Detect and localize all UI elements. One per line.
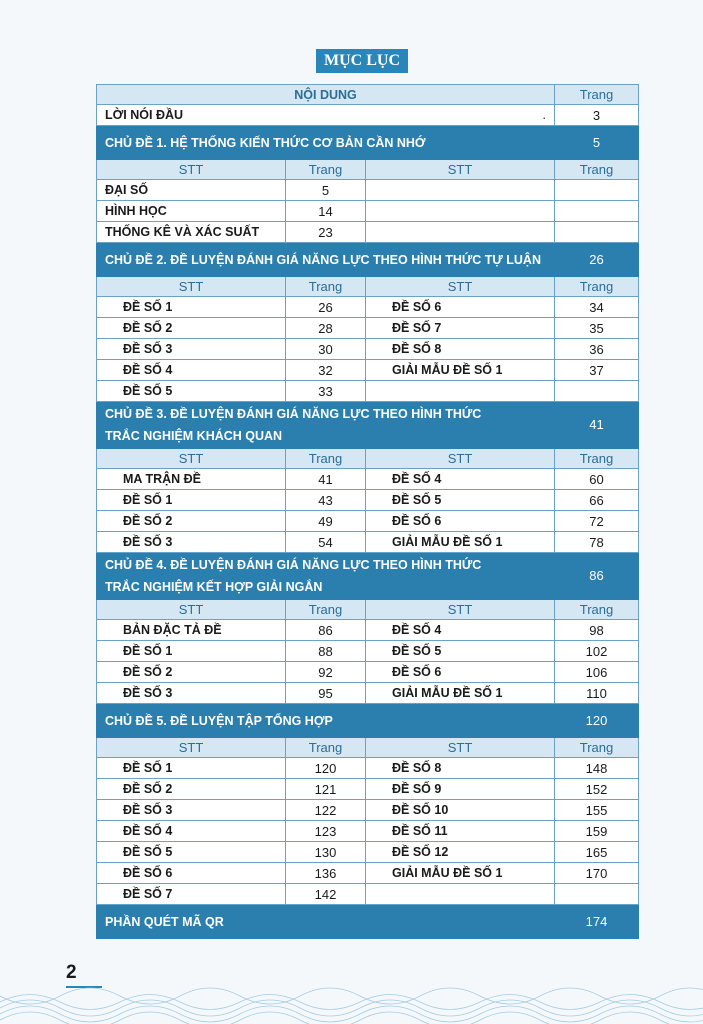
entry-label[interactable]: ĐỀ SỐ 5 (97, 381, 286, 402)
table-of-contents (96, 84, 639, 939)
entry-page: 159 (555, 821, 639, 842)
entry-label[interactable]: ĐỀ SỐ 7 (366, 318, 555, 339)
entry-page: 41 (286, 469, 366, 490)
entry-label[interactable]: ĐỀ SỐ 9 (366, 779, 555, 800)
topic-row-5[interactable] (97, 704, 639, 738)
topic-title: CHỦ ĐỀ 2. ĐỀ LUYỆN ĐÁNH GIÁ NĂNG LỰC THEO HÌNH THỨC TỰ LUẬN (97, 243, 555, 277)
entry-page: 170 (555, 863, 639, 884)
entry-label[interactable]: ĐỀ SỐ 5 (366, 641, 555, 662)
entry-page: 165 (555, 842, 639, 863)
topic-row-2[interactable] (97, 243, 639, 277)
entry-page: 88 (286, 641, 366, 662)
entry-page: 123 (286, 821, 366, 842)
entry-label[interactable]: ĐỀ SỐ 5 (366, 490, 555, 511)
entry-label[interactable]: GIẢI MẪU ĐỀ SỐ 1 (366, 532, 555, 553)
entry-page: 155 (555, 800, 639, 821)
topic-row-1[interactable] (97, 126, 639, 160)
page-header: Trang (286, 738, 366, 758)
stt-header: STT (366, 600, 555, 620)
entry-page: 60 (555, 469, 639, 490)
entry-page: 43 (286, 490, 366, 511)
entry-page (555, 381, 639, 402)
entry-page: 121 (286, 779, 366, 800)
entry-label[interactable]: ĐỀ SỐ 12 (366, 842, 555, 863)
entry-row (97, 641, 639, 662)
entry-label (366, 381, 555, 402)
entry-page: 35 (555, 318, 639, 339)
entry-label[interactable]: ĐỀ SỐ 1 (97, 297, 286, 318)
entry-row (97, 800, 639, 821)
stt-header: STT (97, 600, 286, 620)
entry-page: 34 (555, 297, 639, 318)
entry-page: 32 (286, 360, 366, 381)
entry-label[interactable]: ĐỀ SỐ 1 (97, 758, 286, 779)
entry-label[interactable]: ĐỀ SỐ 8 (366, 339, 555, 360)
qr-section-page: 174 (555, 905, 639, 939)
entry-page (555, 201, 639, 222)
page-header: Trang (555, 738, 639, 758)
entry-label[interactable]: ĐỀ SỐ 2 (97, 511, 286, 532)
entry-page: 5 (286, 180, 366, 201)
entry-row (97, 490, 639, 511)
page-title: MỤC LỤC (316, 49, 408, 73)
stt-header: STT (97, 277, 286, 297)
intro-page: 3 (555, 105, 639, 126)
entry-label[interactable]: ĐỀ SỐ 3 (97, 683, 286, 704)
entry-page (555, 180, 639, 201)
decorative-wave-pattern (0, 982, 703, 1024)
entry-row (97, 180, 639, 201)
topic-page: 86 (555, 553, 639, 600)
topic-row-4[interactable] (97, 553, 639, 600)
stt-header: STT (366, 738, 555, 758)
intro-dot: . (542, 108, 546, 122)
entry-label[interactable]: MA TRẬN ĐỀ (97, 469, 286, 490)
entry-row (97, 297, 639, 318)
entry-label (366, 222, 555, 243)
entry-label[interactable]: ĐỀ SỐ 6 (366, 662, 555, 683)
entry-row (97, 201, 639, 222)
entry-page: 14 (286, 201, 366, 222)
stt-header: STT (366, 277, 555, 297)
entry-row (97, 821, 639, 842)
page-number: 2 (66, 962, 77, 983)
entry-label[interactable]: ĐỀ SỐ 1 (97, 641, 286, 662)
column-header-row (97, 449, 639, 469)
entry-label[interactable]: ĐỀ SỐ 2 (97, 662, 286, 683)
entry-page: 86 (286, 620, 366, 641)
column-header-row (97, 600, 639, 620)
entry-page: 36 (555, 339, 639, 360)
entry-row (97, 620, 639, 641)
topic-title (97, 402, 555, 449)
entry-label[interactable]: ĐỀ SỐ 7 (97, 884, 286, 905)
page-header: Trang (555, 160, 639, 180)
entry-page: 98 (555, 620, 639, 641)
topic-title: CHỦ ĐỀ 5. ĐỀ LUYỆN TẬP TỔNG HỢP (97, 704, 555, 738)
entry-label[interactable]: ĐỀ SỐ 3 (97, 800, 286, 821)
entry-page: 26 (286, 297, 366, 318)
entry-page: 142 (286, 884, 366, 905)
entry-page: 130 (286, 842, 366, 863)
stt-header: STT (97, 738, 286, 758)
topic-title: CHỦ ĐỀ 1. HỆ THỐNG KIẾN THỨC CƠ BẢN CẦN NHỚ (97, 126, 555, 160)
qr-section-label: PHẦN QUÉT MÃ QR (97, 905, 555, 939)
entry-label[interactable]: ĐỀ SỐ 4 (97, 821, 286, 842)
entry-row (97, 884, 639, 905)
entry-page: 136 (286, 863, 366, 884)
entry-page: 148 (555, 758, 639, 779)
entry-page: 92 (286, 662, 366, 683)
topic-page: 5 (555, 126, 639, 160)
stt-header: STT (97, 449, 286, 469)
stt-header: STT (366, 160, 555, 180)
entry-row (97, 381, 639, 402)
entry-label[interactable]: ĐỀ SỐ 3 (97, 532, 286, 553)
entry-label[interactable]: ĐỀ SỐ 10 (366, 800, 555, 821)
topic-page: 120 (555, 704, 639, 738)
entry-label[interactable]: ĐỀ SỐ 4 (97, 360, 286, 381)
entry-page: 66 (555, 490, 639, 511)
topic-title-line-2: TRẮC NGHIỆM KẾT HỢP GIẢI NGẮN (105, 580, 323, 594)
entry-row (97, 532, 639, 553)
stt-header: STT (97, 160, 286, 180)
topic-page: 26 (555, 243, 639, 277)
entry-label[interactable]: ĐỀ SỐ 6 (366, 297, 555, 318)
entry-page: 37 (555, 360, 639, 381)
entry-label[interactable]: ĐỀ SỐ 4 (366, 469, 555, 490)
column-header-row (97, 277, 639, 297)
intro-row[interactable] (97, 105, 639, 126)
entry-row (97, 511, 639, 532)
entry-row (97, 842, 639, 863)
entry-row (97, 469, 639, 490)
entry-row (97, 683, 639, 704)
toc-header-row (97, 85, 639, 105)
entry-label[interactable]: ĐỀ SỐ 1 (97, 490, 286, 511)
topic-title-line-1: CHỦ ĐỀ 4. ĐỀ LUYỆN ĐÁNH GIÁ NĂNG LỰC THEO HÌNH THỨC (105, 558, 482, 572)
entry-row (97, 339, 639, 360)
intro-label: LỜI NÓI ĐẦU . (97, 105, 555, 126)
entry-label[interactable]: ĐỀ SỐ 6 (366, 511, 555, 532)
entry-row (97, 863, 639, 884)
topic-title-line-1: CHỦ ĐỀ 3. ĐỀ LUYỆN ĐÁNH GIÁ NĂNG LỰC THEO HÌNH THỨC (105, 407, 482, 421)
stt-header: STT (366, 449, 555, 469)
page-header: Trang (555, 600, 639, 620)
topic-row-3[interactable] (97, 402, 639, 449)
entry-label[interactable]: BẢN ĐẶC TẢ ĐỀ (97, 620, 286, 641)
page-header: Trang (555, 449, 639, 469)
entry-page: 28 (286, 318, 366, 339)
entry-label[interactable]: ĐỀ SỐ 2 (97, 779, 286, 800)
entry-label (366, 201, 555, 222)
entry-page: 95 (286, 683, 366, 704)
entry-label[interactable]: ĐỀ SỐ 5 (97, 842, 286, 863)
entry-page: 106 (555, 662, 639, 683)
entry-page: 72 (555, 511, 639, 532)
entry-page: 78 (555, 532, 639, 553)
page-header: Trang (286, 600, 366, 620)
entry-label[interactable]: ĐỀ SỐ 3 (97, 339, 286, 360)
entry-page: 30 (286, 339, 366, 360)
entry-label (366, 884, 555, 905)
topic-page: 41 (555, 402, 639, 449)
entry-label[interactable]: ĐỀ SỐ 8 (366, 758, 555, 779)
topic-title-line-2: TRẮC NGHIỆM KHÁCH QUAN (105, 429, 283, 443)
entry-page: 120 (286, 758, 366, 779)
page-header: Trang (286, 277, 366, 297)
entry-label (366, 180, 555, 201)
column-header-row (97, 738, 639, 758)
entry-page: 110 (555, 683, 639, 704)
page-header: Trang (286, 449, 366, 469)
entry-label[interactable]: THỐNG KÊ VÀ XÁC SUẤT (97, 222, 286, 243)
entry-page: 102 (555, 641, 639, 662)
entry-label[interactable]: GIẢI MẪU ĐỀ SỐ 1 (366, 863, 555, 884)
qr-section-row[interactable] (97, 905, 639, 939)
page-header: Trang (555, 85, 639, 105)
entry-page: 122 (286, 800, 366, 821)
entry-label[interactable]: ĐẠI SỐ (97, 180, 286, 201)
entry-label[interactable]: ĐỀ SỐ 11 (366, 821, 555, 842)
entry-label[interactable]: HÌNH HỌC (97, 201, 286, 222)
column-header-row (97, 160, 639, 180)
entry-row (97, 360, 639, 381)
entry-page: 33 (286, 381, 366, 402)
page-header: Trang (555, 277, 639, 297)
entry-row (97, 758, 639, 779)
entry-page: 152 (555, 779, 639, 800)
entry-label[interactable]: GIẢI MẪU ĐỀ SỐ 1 (366, 683, 555, 704)
entry-page (555, 222, 639, 243)
entry-label[interactable]: ĐỀ SỐ 4 (366, 620, 555, 641)
entry-page: 49 (286, 511, 366, 532)
entry-label[interactable]: GIẢI MẪU ĐỀ SỐ 1 (366, 360, 555, 381)
entry-label[interactable]: ĐỀ SỐ 2 (97, 318, 286, 339)
entry-label[interactable]: ĐỀ SỐ 6 (97, 863, 286, 884)
page-header: Trang (286, 160, 366, 180)
topic-title (97, 553, 555, 600)
entry-row (97, 779, 639, 800)
entry-page: 54 (286, 532, 366, 553)
entry-page (555, 884, 639, 905)
entry-row (97, 222, 639, 243)
entry-page: 23 (286, 222, 366, 243)
entry-row (97, 662, 639, 683)
content-header: NỘI DUNG (97, 85, 555, 105)
entry-row (97, 318, 639, 339)
